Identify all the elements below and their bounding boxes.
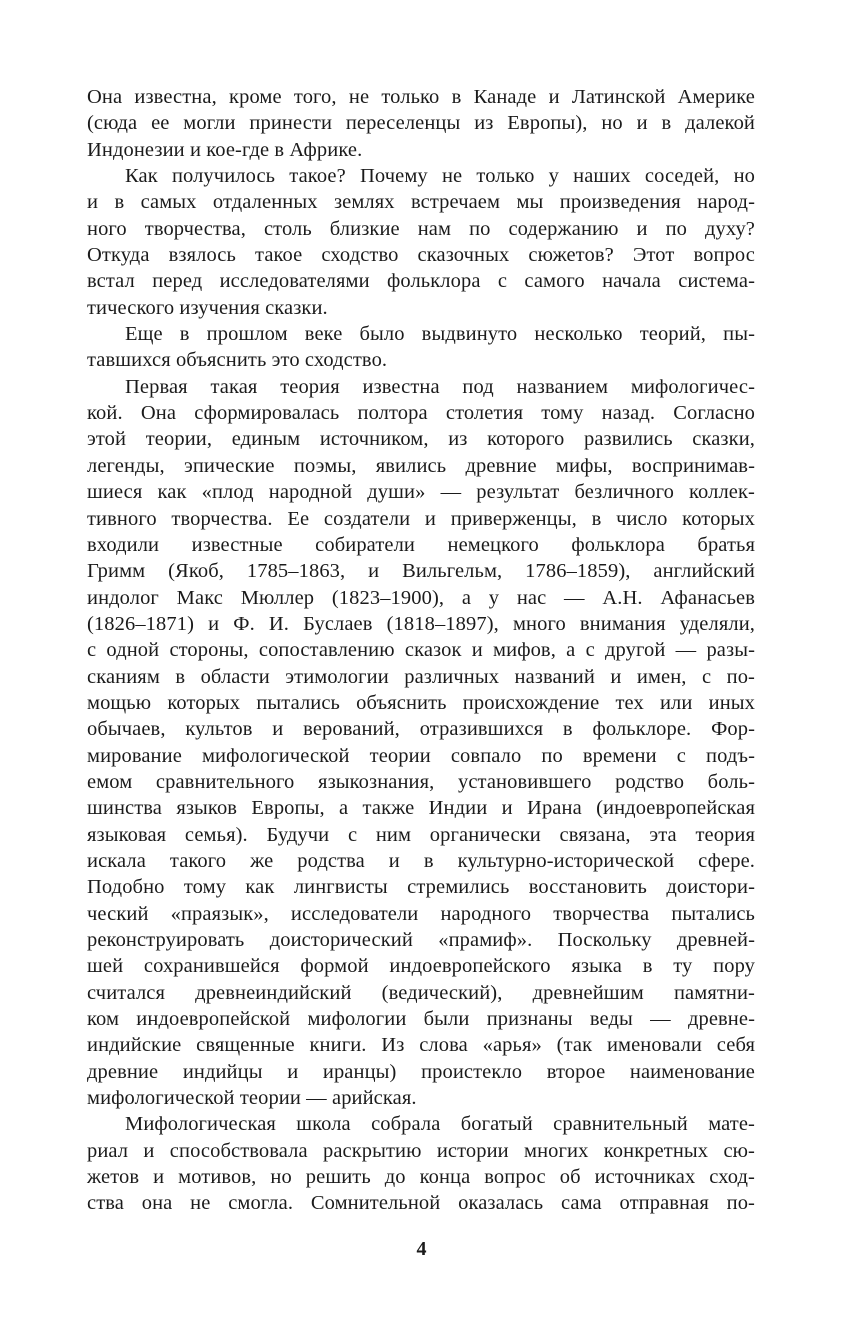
text-line: Откуда взялось такое сходство сказочных сюжетов? Этот вопрос (87, 244, 755, 267)
page-text (87, 84, 755, 1217)
page-number: 4 (416, 1238, 427, 1260)
text-line: Гримм (Якоб, 1785–1863, и Вильгельм, 1786–1859), английский (87, 560, 755, 583)
text-line: с одной стороны, сопоставлению сказок и мифов, а с другой — разы- (87, 639, 755, 662)
text-line: обычаев, культов и верований, отразившихся в фольклоре. Фор- (87, 718, 755, 741)
text-line: языковая семья). Будучи с ним органически связана, эта теория (87, 823, 755, 846)
text-line: считался древнеиндийский (ведический), древнейшим памятни- (87, 981, 755, 1004)
text-line: ческий «праязык», исследователи народного творчества пытались (87, 902, 755, 925)
text-line: ства она не смогла. Сомнительной оказалась сама отправная по- (87, 1192, 755, 1215)
text-line: жетов и мотивов, но решить до конца вопрос об источниках сход- (87, 1166, 755, 1189)
text-line: входили известные собиратели немецкого фольклора братья (87, 533, 755, 556)
text-line: сканиям в области этимологии различных названий и имен, с по- (87, 665, 755, 688)
text-line: реконструировать доисторический «прамиф». Поскольку древней- (87, 929, 755, 951)
text-line: шинства языков Европы, а также Индии и Ирана (индоевропейская (87, 797, 755, 820)
text-line: тического изучения сказки. (87, 296, 328, 319)
text-line: встал перед исследователями фольклора с самого начала система- (87, 270, 755, 293)
text-line: древние индийцы и иранцы) проистекло второе наименование (87, 1060, 755, 1083)
text-line: ком индоевропейской мифологии были признаны веды — древне- (87, 1008, 755, 1031)
text-line: легенды, эпические поэмы, явились древние мифы, воспринимав- (87, 454, 755, 477)
text-line: Первая такая теория известна под названием мифологичес- (125, 375, 755, 398)
text-line: ного творчества, столь близкие нам по содержанию и по духу? (87, 217, 755, 240)
text-line: Еще в прошлом веке было выдвинуто несколько теорий, пы- (125, 323, 755, 346)
text-line: индийские священные книги. Из слова «арья» (так именовали себя (87, 1034, 755, 1057)
text-line: Индонезии и кое-где в Африке. (87, 138, 363, 161)
text-line: Подобно тому как лингвисты стремились восстановить доистори- (87, 876, 755, 899)
text-line: кой. Она сформировалась полтора столетия тому назад. Согласно (87, 402, 755, 425)
text-line: (1826–1871) и Ф. И. Буслаев (1818–1897), много внимания уделяли, (87, 612, 755, 635)
text-line: мощью которых пытались объяснить происхождение тех или иных (87, 691, 755, 714)
text-line: и в самых отдаленных землях встречаем мы произведения народ- (87, 191, 755, 214)
text-line: искала такого же родства и в культурно-исторической сфере. (87, 849, 755, 872)
text-line: шиеся как «плод народной души» — результат безличного коллек- (87, 481, 755, 504)
text-line: Мифологическая школа собрала богатый сравнительный мате- (125, 1113, 755, 1136)
text-line: мифологической теории — арийская. (87, 1087, 417, 1110)
text-line: Как получилось такое? Почему не только у наших соседей, но (125, 165, 755, 188)
text-line: Она известна, кроме того, не только в Канаде и Латинской Америке (87, 86, 755, 108)
text-line: (сюда ее могли принести переселенцы из Европы), но и в далекой (87, 112, 755, 135)
text-line: тивного творчества. Ее создатели и приверженцы, в число которых (87, 507, 755, 530)
text-line: тавшихся объяснить это сходство. (87, 349, 388, 372)
text-line: риал и способствовала раскрытию истории многих конкретных сю- (87, 1139, 755, 1162)
text-line: мирование мифологической теории совпало по времени с подъ- (87, 744, 755, 767)
text-line: индолог Макс Мюллер (1823–1900), а у нас — А.Н. Афанасьев (87, 586, 755, 609)
text-line: емом сравнительного языкознания, установившего родство боль- (87, 770, 755, 793)
text-line: этой теории, единым источником, из которого развились сказки, (87, 428, 755, 451)
text-line: шей сохранившейся формой индоевропейского языка в ту пору (87, 955, 755, 978)
